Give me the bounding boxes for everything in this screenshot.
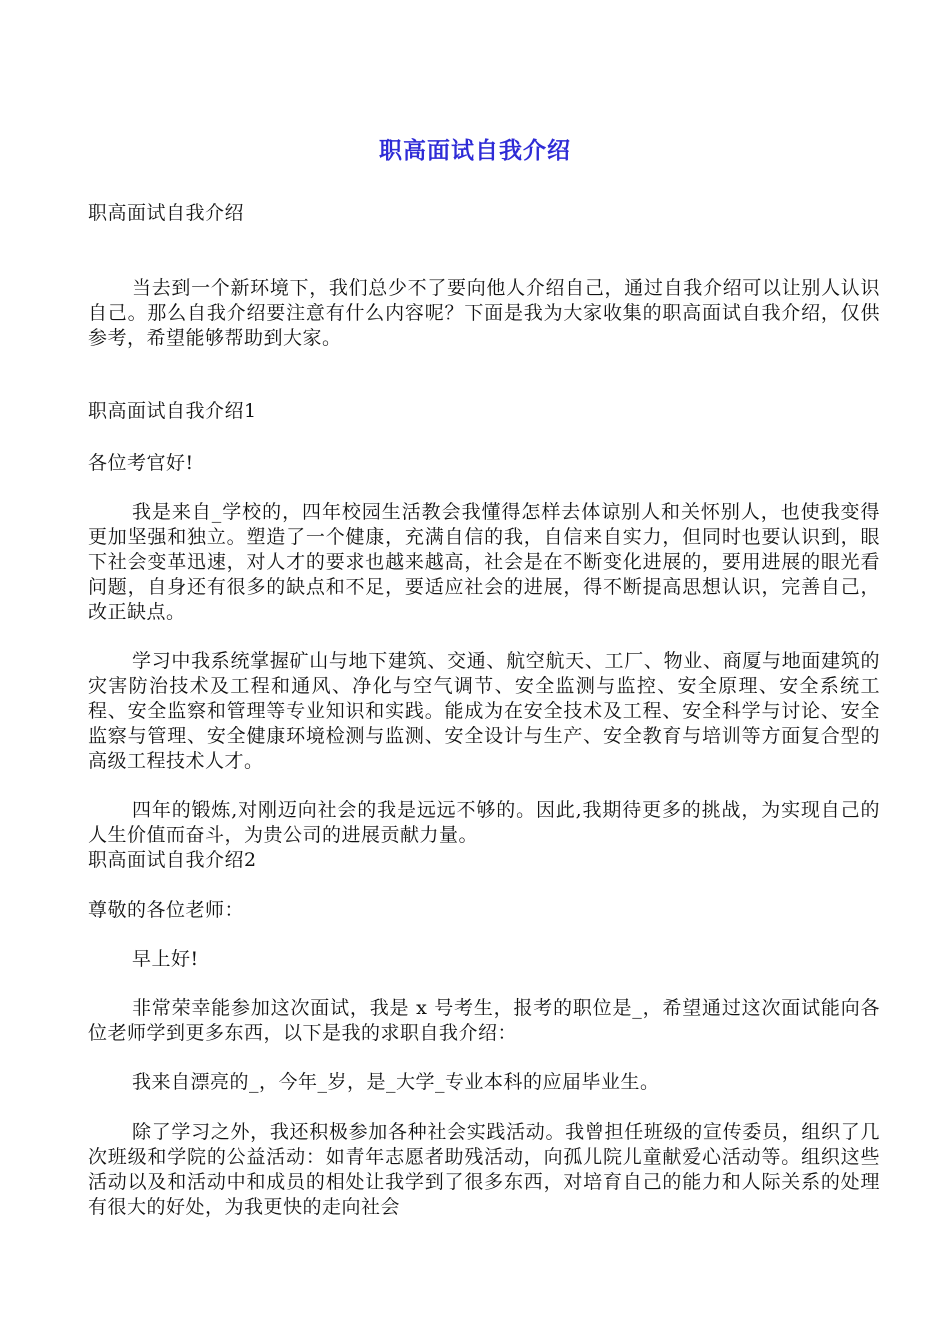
section2-paragraph-2: 我来自漂亮的_，今年_岁，是_大学_专业本科的应届毕业生。 [132, 1071, 660, 1093]
section2-heading: 职高面试自我介绍2 [88, 849, 257, 871]
section2-greeting: 早上好! [132, 948, 199, 970]
section1-paragraph-1: 我是来自_学校的，四年校园生活教会我懂得怎样去体谅别人和关怀别人，也使我变得更加坚强和独立。塑造了一个健康，充满自信的我，自信来自实力，但同时也要认识到，眼下社会变革迅速，对人才的要求也越来越高，社会是在不断变化进展的，要用进展的眼光看问题，自身还有很多的缺点和不足，要适应社会的进展，得不断提高思想认识，完善自己，改正缺点。 [88, 501, 880, 623]
intro-paragraph: 当去到一个新环境下，我们总少不了要向他人介绍自己，通过自我介绍可以让别人认识自己。那么自我介绍要注意有什么内容呢？下面是我为大家收集的职高面试自我介绍，仅供参考，希望能够帮助到大家。 [88, 277, 880, 349]
section2-paragraph-1: 非常荣幸能参加这次面试，我是 x 号考生，报考的职位是_，希望通过这次面试能向各位老师学到更多东西，以下是我的求职自我介绍： [88, 997, 880, 1044]
section2-paragraph-3: 除了学习之外，我还积极参加各种社会实践活动。我曾担任班级的宣传委员，组织了几次班级和学院的公益活动：如青年志愿者助残活动，向孤儿院儿童献爱心活动等。组织这些活动以及和活动中和成员的相处让我学到了很多东西，对培育自己的能力和人际关系的处理有很大的好处，为我更快的走向社会 [88, 1121, 880, 1218]
section1-heading: 职高面试自我介绍1 [88, 400, 257, 422]
section1-greeting: 各位考官好! [88, 452, 194, 474]
document-title: 职高面试自我介绍 [379, 138, 571, 164]
section2-salutation: 尊敬的各位老师： [88, 899, 245, 921]
document-subtitle: 职高面试自我介绍 [88, 202, 245, 224]
section1-paragraph-2: 学习中我系统掌握矿山与地下建筑、交通、航空航天、工厂、物业、商厦与地面建筑的灾害防治技术及工程和通风、净化与空气调节、安全监测与监控、安全原理、安全系统工程、安全监察和管理等专业知识和实践。能成为在安全技术及工程、安全科学与讨论、安全监察与管理、安全健康环境检测与监测、安全设计与生产、安全教育与培训等方面复合型的高级工程技术人才。 [88, 650, 880, 772]
section1-paragraph-3: 四年的锻炼,对刚迈向社会的我是远远不够的。因此,我期待更多的挑战，为实现自己的人生价值而奋斗，为贵公司的进展贡献力量。 [88, 799, 880, 846]
